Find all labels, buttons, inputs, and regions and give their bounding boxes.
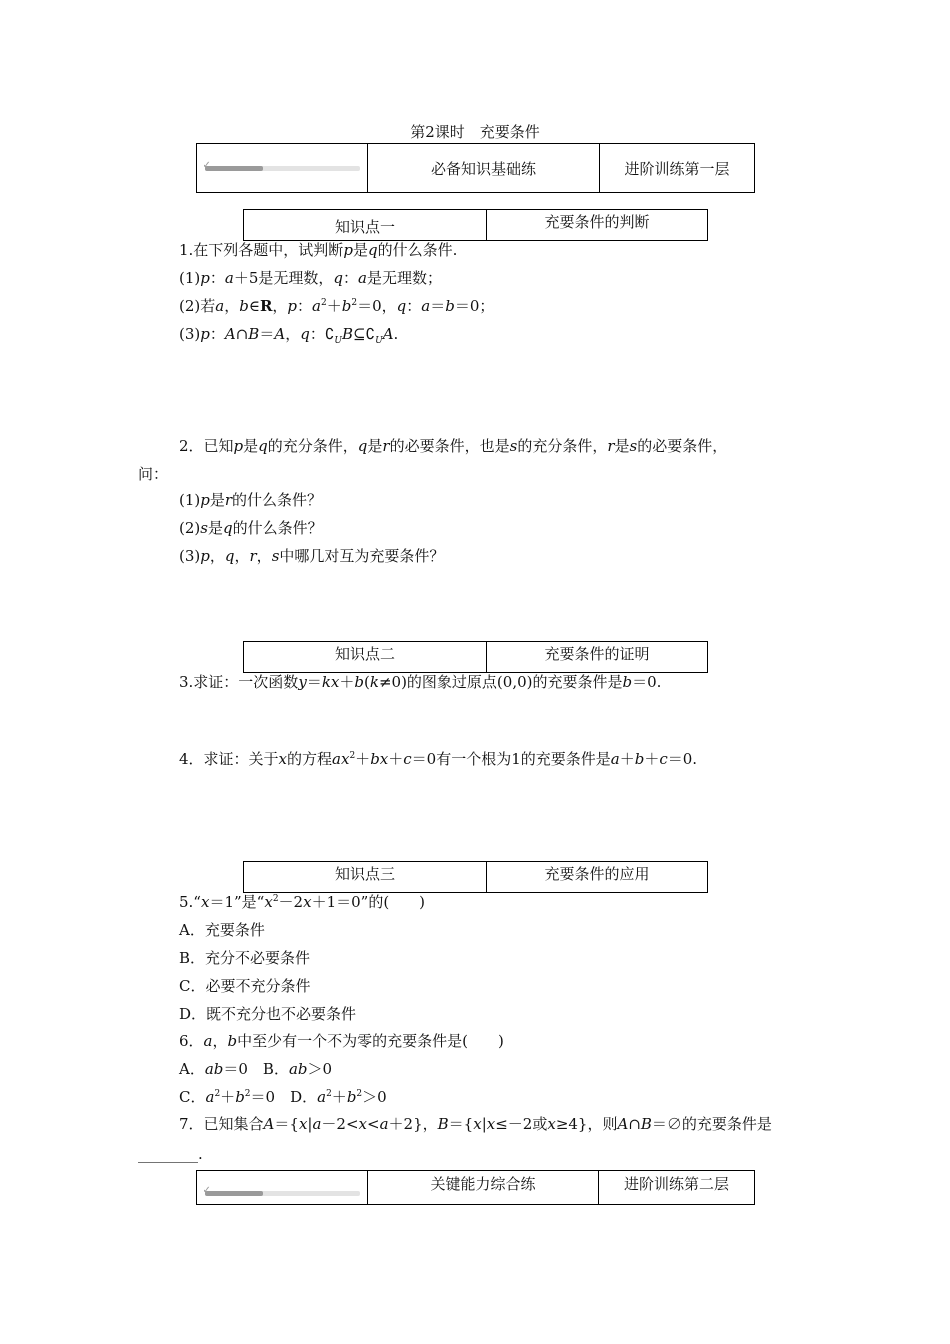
- progress-cell: [197, 144, 367, 192]
- question-5-option-a: A．充要条件: [179, 921, 265, 939]
- knowledge-point-header: [243, 209, 708, 241]
- banner-middle: 关键能力综合练: [367, 1171, 598, 1204]
- question-1-stem: 1.在下列各题中，试判断p是q的什么条件.: [179, 241, 458, 259]
- knowledge-point-topic: 充要条件的应用: [544, 865, 650, 883]
- progress-bar-fill: [205, 1191, 264, 1196]
- progress-cell: [197, 1171, 367, 1204]
- question-2-stem: 2．已知p是q的充分条件，q是r的必要条件，也是s的充分条件，r是s的必要条件，: [179, 437, 728, 455]
- question-6-options-cd: C．$a^2+b^2=0$ D．$a^2+b^2>0$: [179, 1088, 387, 1106]
- question-7-blank: ________.: [138, 1145, 203, 1163]
- question-7-stem: 7．已知集合A＝{x|a－2<x<a＋2}，B＝{x|x≤－2或x≥4}，则A∩B＝∅的充要条件是: [179, 1115, 772, 1133]
- question-5-option-d: D．既不充分也不必要条件: [179, 1005, 357, 1023]
- check-icon: ✓: [202, 1185, 211, 1196]
- page-title: 第2课时 充要条件: [410, 123, 540, 141]
- progress-bar: [202, 1185, 360, 1196]
- check-icon: ✓: [202, 159, 211, 171]
- question-5-stem: 5.“x＝1”是“$x^2-2x+1=0$”的( ): [179, 893, 426, 911]
- knowledge-point-label: 知识点三: [244, 862, 487, 892]
- question-6-options-ab: A．ab＝0 B．ab＞0: [179, 1060, 333, 1078]
- question-5-option-c: C．必要不充分条件: [179, 977, 311, 995]
- question-2-part-1: (1)p是r的什么条件？: [179, 491, 323, 509]
- knowledge-point-label: 知识点二: [244, 642, 487, 672]
- question-6-stem: 6．a，b中至少有一个不为零的充要条件是( ): [179, 1032, 504, 1050]
- question-1-part-1: (1)p：a＋5是无理数，q：a是无理数；: [179, 269, 442, 287]
- question-1-part-2: (2)若a，b∈R，p：$a^2+b^2=0$，q：a＝b＝0；: [179, 297, 495, 315]
- knowledge-point-label: 知识点一: [244, 210, 487, 240]
- question-2-part-2: (2)s是q的什么条件？: [179, 519, 323, 537]
- progress-bar-fill: [205, 166, 264, 171]
- progress-bar: [202, 159, 360, 171]
- knowledge-point-topic: 充要条件的判断: [544, 213, 650, 231]
- knowledge-point-header: [243, 641, 708, 673]
- knowledge-point-topic: 充要条件的证明: [544, 645, 650, 663]
- question-4: 4．求证：关于x的方程$ax^2+bx+c=0$有一个根为1的充要条件是a＋b＋c＝0.: [179, 750, 698, 768]
- banner-right: 进阶训练第二层: [598, 1171, 754, 1204]
- question-1-part-3: (3)p：A∩B＝A，q：$∁_UB⊆∁_UA$.: [179, 325, 399, 346]
- knowledge-point-header: [243, 861, 708, 893]
- section-banner-basic: [196, 143, 755, 193]
- question-2-part-3: (3)p，q，r，s中哪几对互为充要条件？: [179, 547, 445, 565]
- question-2-stem-cont: 问：: [138, 465, 169, 483]
- banner-right: 进阶训练第一层: [599, 144, 754, 192]
- section-banner-advanced: [196, 1170, 755, 1205]
- banner-middle: 必备知识基础练: [367, 144, 599, 192]
- question-5-option-b: B．充分不必要条件: [179, 949, 311, 967]
- question-3: 3.求证：一次函数y＝kx＋b(k≠0)的图象过原点(0,0)的充要条件是b＝0.: [179, 673, 662, 691]
